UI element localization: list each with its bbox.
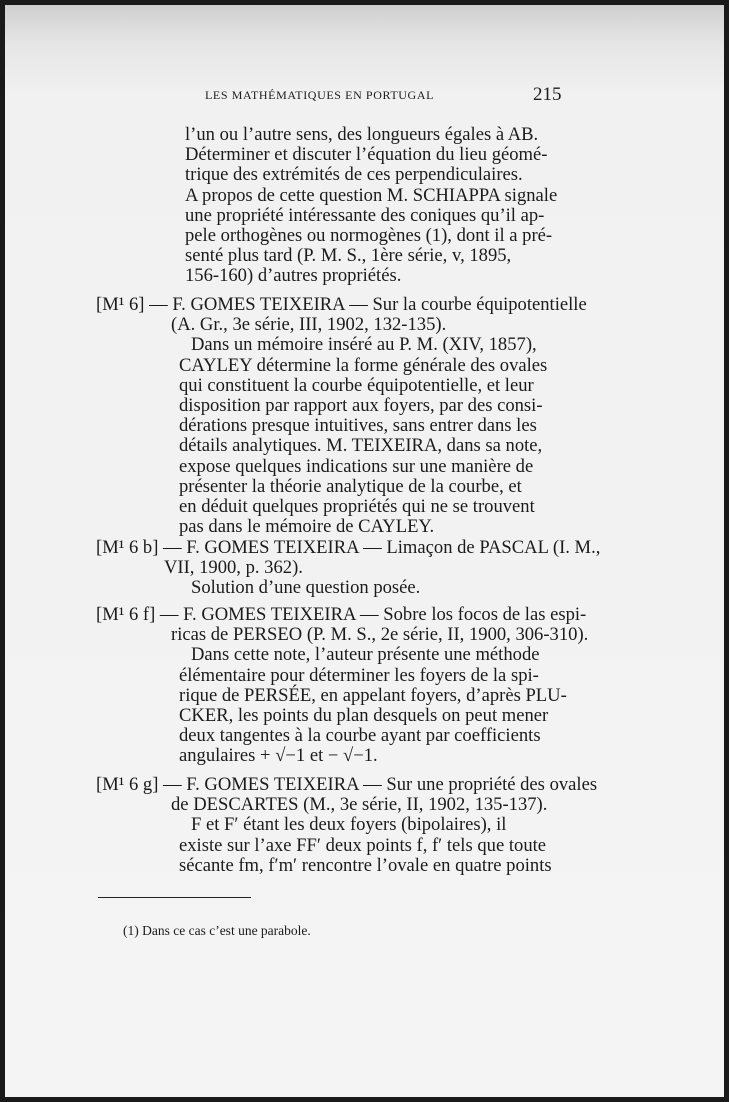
entry-reference: ricas de PERSEO (P. M. S., 2e série, II, 1900, 306-310). xyxy=(171,624,589,646)
text-line: senté plus tard (P. M. S., 1ère série, v, 1895, xyxy=(185,245,512,267)
text-line: Déterminer et discuter l’équation du lieu géomé- xyxy=(185,144,548,166)
entry-summary: qui constituent la courbe équipotentielle, et leur xyxy=(179,374,534,396)
bibliography-entry xyxy=(96,537,601,599)
entry-reference: [M¹ 6 b] — F. GOMES TEIXEIRA — Limaçon de PASCAL (I. M., xyxy=(96,537,601,558)
entry-summary: Dans cette note, l’auteur présente une méthode xyxy=(191,644,540,666)
bibliography-entry xyxy=(96,604,589,767)
entry-reference: [M¹ 6 g] — F. GOMES TEIXEIRA — Sur une propriété des ovales xyxy=(96,774,598,795)
text-line: une propriété intéressante des coniques qu’il ap- xyxy=(185,204,545,226)
entry-summary: détails analytiques. M. TEIXEIRA, dans sa note, xyxy=(179,435,543,457)
bibliography-entry xyxy=(96,294,587,538)
entry-summary: en déduit quelques propriétés qui ne se trouvent xyxy=(179,496,535,518)
text-line: trique des extrémités de ces perpendiculaires. xyxy=(185,164,523,186)
page-number: 215 xyxy=(533,84,562,105)
entry-summary: expose quelques indications sur une manière de xyxy=(179,455,534,477)
running-head: LES MATHÉMATIQUES EN PORTUGAL xyxy=(205,88,435,102)
entry-summary: disposition par rapport aux foyers, par des consi- xyxy=(179,395,543,417)
entry-reference: [M¹ 6] — F. GOMES TEIXEIRA — Sur la courbe équipotentielle xyxy=(96,294,587,315)
entry-summary: angulaires + √−1 et − √−1. xyxy=(179,745,378,767)
document-page xyxy=(5,5,724,1097)
entry-summary: deux tangentes à la courbe ayant par coefficients xyxy=(179,725,541,747)
entry-summary: existe sur l’axe FF′ deux points f, f′ tels que toute xyxy=(179,834,547,856)
entry-summary: pas dans le mémoire de CAYLEY. xyxy=(179,516,435,538)
text-line: A propos de cette question M. SCHIAPPA signale xyxy=(185,184,558,206)
footnote-rule xyxy=(98,897,251,898)
entry-summary: CAYLEY détermine la forme générale des ovales xyxy=(179,354,548,376)
entry-reference: VII, 1900, p. 362). xyxy=(164,557,303,579)
entry-reference: [M¹ 6 f] — F. GOMES TEIXEIRA — Sobre los focos de las espi- xyxy=(96,604,587,625)
entry-summary: Solution d’une question posée. xyxy=(191,577,421,599)
bibliography-entry xyxy=(96,774,598,876)
footnote: (1) Dans ce cas c’est une parabole. xyxy=(123,923,311,938)
entry-reference: de DESCARTES (M., 3e série, II, 1902, 135-137). xyxy=(171,794,548,816)
entry-reference: (A. Gr., 3e série, III, 1902, 132-135). xyxy=(171,314,447,336)
entry-summary: CKER, les points du plan desquels on peut mener xyxy=(179,705,549,727)
entry-summary: sécante fm, f′m′ rencontre l’ovale en quatre points xyxy=(179,854,552,876)
text-line: pele orthogènes ou normogènes (1), dont il a pré- xyxy=(185,225,553,247)
entry-summary: élémentaire pour déterminer les foyers de la spi- xyxy=(179,664,539,686)
entry-summary: F et F′ étant les deux foyers (bipolaires), il xyxy=(191,814,507,836)
intro-paragraph xyxy=(185,125,577,287)
text-line: 156-160) d’autres propriétés. xyxy=(185,265,402,287)
entry-summary: rique de PERSÉE, en appelant foyers, d’après PLU- xyxy=(179,684,567,706)
entry-summary: dérations presque intuitives, sans entrer dans les xyxy=(179,415,537,437)
text-line: l’un ou l’autre sens, des longueurs égales à AB. xyxy=(185,124,539,145)
entry-summary: présenter la théorie analytique de la courbe, et xyxy=(179,475,522,497)
entry-summary: Dans un mémoire inséré au P. M. (XIV, 1857), xyxy=(191,334,537,356)
